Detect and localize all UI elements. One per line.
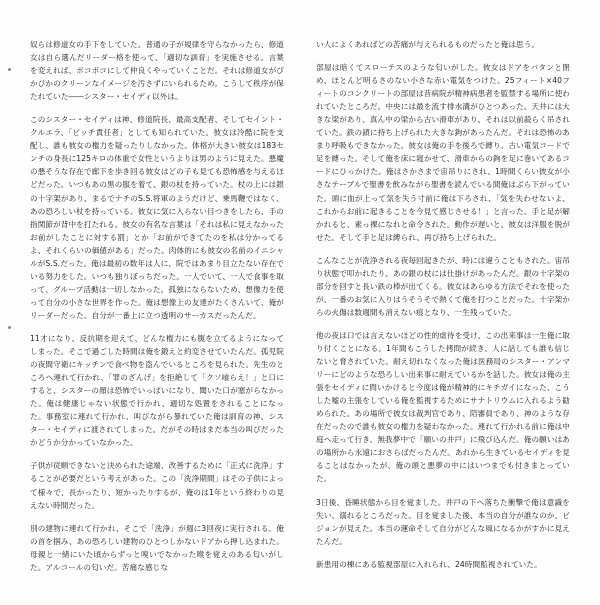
paragraph: 部屋は暗くてスローテスのような匂いがした。彼女はドアをバタンと閉め、ほとんど明るさのない小さな赤い電気をつけた。25フィート×40フィートのコンクリートの部屋は昔病院が精神病患者を監禁する場所に使われていたところだ。中央には最を流す排水溝がひとつあった。天井には大きな梁があり、真ん中の梁から古い滑車があり、それは以前殺らく吊されていた。鉄の鎖に持ち上げられた大きな鉤があったんだ。それは恐怖のあまり呼吸もできなかった。彼女は俺の手を後ろで縛り、古い電気コードで足を縛った。そして俺を床に寝かせて、滑車からの鉤を足に巻いてあるコードにひっかけた。俺はさかさまで宙吊りにされ、1時間くらい彼女が小さなテーブルで聖書を飲みながら聖書を読んでいる間俺はぶら下がっていた。頭に血が上って気を失う寸前に俺は下ろされ、「気を失わせないよ、これからお前に起きることを今見て感じさせる！」と言った。手と足が解かれると、素っ裸になれと命令された。動作が遅いと、彼女は洋服を脱がせた。そして手と足は縛られ、再び持ち上げられた。 [316, 63, 570, 242]
right-text-column [316, 38, 570, 593]
paragraph: このシスター・セイディは神、修道院長、最高支配者、そしてセイント・クルエラ、「ビッチ責任者」としても知られていた。彼女は冷酷に院を支配し、誰も彼女の権力を疑ったりしなかった。体格が大きい彼女は183センチの身長に125キロの体重で女性というよりは男のように見えた。悪魔の悪そうな存在で廊下を歩き回る彼女はどの子も見ても恐怖感を与えるほどだった。いつもあの黒の服を着て、銀の杖を持っていた。杖の上には銀の十字架があり、まるでナチのS.S.将軍のようだけど、乗馬鞭ではなく、あの恐ろしい杖を持っている。彼女に気に入らない目つきをしたら、手の指関節が背中を打たれる。彼女の有名な言葉は「それは私に見えなかったお前がしたことに対する罰」とか「お前ができてたのを私は分かってるよ、それくらいの価値がある」だった。肉体的にも彼女の名前のイニシャルがS.S.だった。俺は最初の数年は人に、院ではあまり目立たない存在でいる努力をした。いつも独りぼっちだった。一人でいて、一人で食事を取って、グループ活動は一切しなかった。孤独にならないため、想像力を使って自分の小さな世界を作った。俺は想像上の友達がたくさんいて、俺がリーダーだった。自分が一番上に立つ透明のサーカスだったんだ。 [30, 115, 284, 320]
scan-margin-mark [8, 68, 11, 71]
left-text-column [30, 38, 284, 593]
paragraph: 奴らは修道女の手下をしていた。普通の子が規律を守らなかったら、修道女は自ら選んだリーダー格を使って、「適切な訓育」を実施させる。言葉を変えれば、ボコボコにして仲良くやっていくことだ。それは修道女がぴかぴかのクリーンなイメージを汚さずにいられるため。こうして秩序が保たれていた――シスター・セイディ以外は。 [30, 40, 284, 102]
paragraph: 別の建物に連れて行かれ、そこで「洗浄」が週に3回夜に実行される。俺の首を掴み、あの恐ろしい建物のひとつしかないドアから押し込まれた。母親と一緒にいた頃からずっと嗅いでなかった喉を覚えのある匂いがした。アルコールの匂いだ。苦痛な感じな [30, 523, 284, 572]
scan-margin-mark [8, 326, 11, 329]
paragraph: い人によくあればどの苦痛が与えられるものだったと俺は思う。 [316, 40, 540, 49]
paragraph: 11才になり、反抗期を迎えて、どんな権力にも腹を立てるようになってしまった。そこで過ごした時間は俺を鍛えと約変させていたんだ。孤児院の夜間守衛にキッチンで食べ物を盗んでいるところを見られた。先生のところへ連れて行かれ、「罪のざんげ」を拒絶して「クソ喰らえ！」と口にすると、シスターの顔は恐怖でいっぱいになり、聞いた口が塞がらなかった。俺は健康じゃない状態で行かれ、適切な処置をされることになった。事務室に連れて行かれ、叫びながら暴れていた俺は訓育の神、シスター・セイディに渡されてしまった。だがその時はまだ本当の叫びだったかどうか分かっていなかった。 [30, 333, 284, 448]
paragraph: 3日後、昏睡状態から目を覚ました。井戸の下へ落ちた衝撃で俺は意識を失い、溺れるところだった。目を覚ました後、本当の自分が誰なのか、ビジョンが見えた。本当の運命そして自分がどんな風になるかがすかに見えたんだ。 [316, 497, 570, 546]
paragraph: 新患用の棟にある監視部屋に入れられ、24時間監視されていた。 [316, 559, 542, 569]
paragraph: こんなことが洗浄される夜毎回起きたが、時には違うこともされた。宙吊り状態で叩かれたり、あの銀の杖には仕掛けがあったんだ。銀の十字架の部分を回すと長い鉄の棒が出てくる。彼女はあらゆる方法でそれを使ったが、一番のお気に入りはうそうそで熱くて俺を打つことだった。十字架からの火傷は数週間も消えない痕となり、一生残っていた。 [316, 255, 570, 317]
paragraph: 他の夜は口では言えないほどの性的虐待を受け、この出来事は一生俺に取り付くことになる。1年間もこうした拷問が続き、人に話しても誰も信じないと脅されていた。耐え切れなくなった俺は医務局のシスター・アンマリーにどのような恐ろしい出来事に耐えているかを話した。彼女は俺の主張をセイディに問いかけると今度は俺が精神的にキチガイになった、こうした嘘の主張をしている俺を監視するためにサナトリウムに入れるよう勧められた。あの場所で彼女は裁判官であり、陪審員であり、神のような存在だったので誰も彼女の権力を疑わなかった。連れて行かれる前に俺は中庭へ走って行き、無我夢中で「願いの井戸」に飛び込んだ。俺の願いはあの場所から永遠におさらばだったんだ。あれから生きているセイディを見ることはなかったが、俺の頭と悪夢の中にはいつまでも付きまとっていた。 [316, 330, 570, 484]
paragraph: 子供が従順できないと決められた途端、改善するために「正式に洗浄」することが必要だという考えがあった。この「洗浄期間」はその子供によって様々で、長かったり、短かったりするが、俺のは1年という終わりの見えない時間だった。 [30, 461, 284, 510]
